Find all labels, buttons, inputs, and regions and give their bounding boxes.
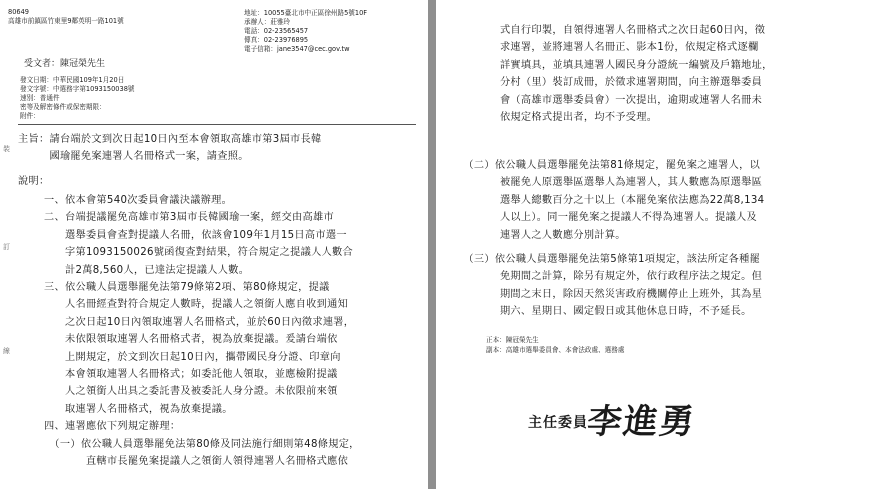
signer-signature: 李進勇	[584, 402, 699, 442]
attachment: 附件：	[20, 112, 40, 120]
header-divider	[18, 124, 416, 125]
item-line: 二、台端提議罷免高雄市第3屆市長韓國瑜一案，經交由高雄市	[44, 212, 334, 224]
item-line: 會（高雄市選舉委員會）一次提出，逾期或連署人名冊未	[458, 94, 763, 106]
item-line: 連署人之人數應分別計算。	[458, 229, 626, 241]
item-line: 四、連署應依下列規定辦理：	[44, 421, 181, 433]
item-line: 計2萬8,560人，已達法定提議人人數。	[44, 264, 250, 276]
item-line: 期六、星期日、國定假日或其他休息日時，不予延長。	[458, 306, 752, 318]
item-line: 人之領銜人出具之委託書及被委託人身分證。未依限前來領	[44, 386, 338, 398]
recipient-address: 高雄市前鎮區竹東里9鄰英明一路101號	[8, 17, 124, 25]
explanation-title: 說明：	[18, 176, 50, 187]
item-line: 式自行印製，自領得連署人名冊格式之次日起60日內，徵	[458, 25, 766, 36]
contact-handler: 承辦人：莊雅玲	[244, 18, 291, 26]
binding-mark: 裝	[3, 145, 10, 153]
continuation-block	[458, 22, 773, 126]
file-number: 80649	[8, 8, 29, 16]
item-line: 分村（里）裝訂成冊，於徵求連署期間，向主辦選舉委員	[458, 77, 763, 89]
item-line: （一）依公職人員選舉罷免法第80條及同法施行細則第48條規定，	[44, 438, 360, 450]
item-line: 未依限領取連署人名冊格式者，視為放棄提議。爰請台端依	[44, 334, 338, 346]
item-line: 求連署，並將連署人名冊正、影本1份，依規定格式逐欄	[458, 42, 759, 54]
subject-line: 主旨：請台端於文到次日起10日內至本會領取高雄市第3屆市長韓	[18, 134, 322, 145]
issue-date: 發文日期：中華民國109年1月20日	[20, 76, 125, 84]
item-line: 依規定格式提出者，均不予受理。	[458, 112, 658, 124]
subject-block	[18, 131, 322, 166]
item-line: 免期間之計算，除另有規定外，依行政程序法之規定。但	[458, 271, 763, 283]
item-line: 本會領取連署人名冊格式；如委託他人領取，並應檢附提議	[44, 369, 338, 381]
item-line: 選舉委員會查對提議人名冊，依該會109年1月15日高市選一	[44, 229, 347, 241]
document-number: 發文字號：中選務字第1093150038號	[20, 85, 135, 93]
copy-recipient: 副本：高雄市選舉委員會、本會法政處、選務處	[486, 346, 625, 354]
item-line: （二）依公職人員選舉罷免法第81條規定，罷免案之連署人，以	[458, 160, 761, 171]
item-line: 詳實填具，並填具連署人國民身分證統一編號及戶籍地址，	[458, 59, 773, 71]
item-three-block	[458, 251, 762, 321]
contact-phone: 電話：02-23565457	[244, 27, 309, 35]
document-page-right	[436, 0, 870, 489]
item-line: 人名冊經查對符合規定人數時，提議人之領銜人應自收到通知	[44, 299, 349, 311]
item-line: 之次日起10日內領取連署人名冊格式，並於60日內徵求連署，	[44, 316, 355, 328]
item-line: 取連署人名冊格式，視為放棄提議。	[44, 403, 233, 415]
original-recipient: 正本：陳冠榮先生	[486, 336, 539, 344]
document-page-left	[0, 0, 428, 489]
secrecy-level: 密等及解密條件或保密期限：	[20, 103, 106, 111]
contact-fax: 傳真：02-23976895	[244, 36, 309, 44]
signer-title: 主任委員	[528, 415, 588, 431]
item-line: 上開規定，於文到次日起10日內，攜帶國民身分證、印章向	[44, 351, 341, 363]
item-line: 三、依公職人員選舉罷免法第79條第2項、第80條規定，提議	[44, 282, 330, 294]
contact-email: 電子信箱：jane3547@cec.gov.tw	[244, 45, 350, 53]
item-line: 被罷免人原選舉區選舉人為連署人，其人數應為原選舉區	[458, 177, 763, 189]
item-line: 期間之末日，除因天然災害政府機關停止上班外，其為星	[458, 288, 763, 300]
item-two-block	[458, 157, 764, 244]
addressee: 受文者：陳冠榮先生	[24, 59, 106, 69]
contact-address: 地址：10055臺北市中正區徐州路5號10F	[244, 9, 368, 17]
item-line: 選舉人總數百分之十以上（本罷免案依法應為22萬8,134	[458, 194, 765, 206]
binding-mark: 訂	[3, 243, 10, 251]
item-line: 一、依本會第540次委員會議決議辦理。	[44, 195, 233, 206]
speed-class: 速別：普通件	[20, 94, 60, 102]
subject-line: 國瑜罷免案連署人名冊格式一案，請查照。	[18, 151, 249, 163]
binding-mark: 線	[3, 347, 10, 355]
item-line: 字第1093150026號函復查對結果，符合規定之提議人人數合	[44, 247, 354, 259]
item-line: （三）依公職人員選舉罷免法第5條第1項規定，該法所定各種罷	[458, 254, 761, 265]
item-line: 直轄市長罷免案提議人之領銜人領得連署人名冊格式應依	[44, 456, 349, 468]
item-line: 人以上）。同一罷免案之提議人不得為連署人。提議人及	[458, 212, 758, 224]
explanation-items	[44, 192, 360, 471]
